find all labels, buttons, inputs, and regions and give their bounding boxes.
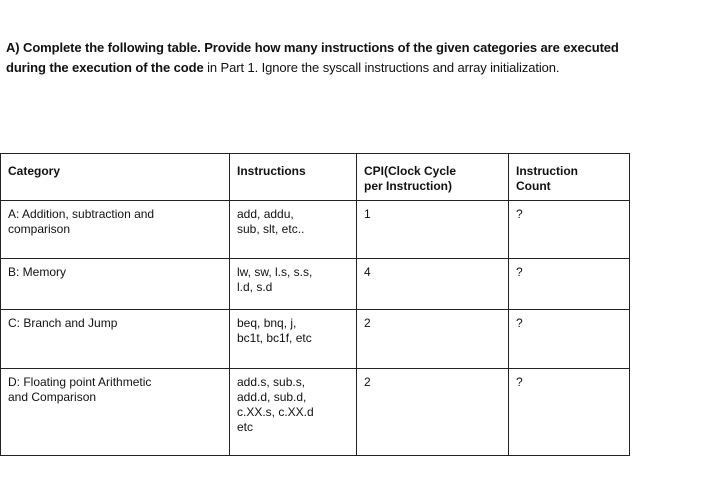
header-cpi-line-2: per Instruction) [364,179,453,193]
header-instructions: Instructions [230,154,357,201]
cpi-cell: 2 [357,369,509,456]
cpi-cell: 2 [357,310,509,369]
instructions-line-2-rest: in Part 1. Ignore the syscall instructions and array initialization. [203,60,560,75]
count-cell: ? [509,310,630,369]
table-row [1,259,630,310]
table-header-row [1,154,630,201]
table-row [1,201,630,259]
instruction-line: c.XX.s, c.XX.d [237,405,314,419]
header-category: Category [1,154,230,201]
instructions-cell [230,369,357,456]
header-cpi-line-1: CPI(Clock Cycle [364,164,457,178]
instruction-line: add.d, sub.d, [237,390,307,404]
category-line-1: A: Addition, subtraction and [8,207,155,221]
instruction-line: add.s, sub.s, [237,375,306,389]
header-cpi [357,154,509,201]
header-count-line-1: Instruction [516,164,578,178]
category-cell [1,310,230,369]
instructions-cell [230,310,357,369]
table-row [1,310,630,369]
instructions-line-1-text: A) Complete the following table. Provide how many instructions of the given categories are executed [6,40,619,55]
instruction-line: beq, bnq, j, [237,316,297,330]
cpi-table [0,153,630,456]
category-line-2: and Comparison [8,390,97,404]
cpi-cell: 4 [357,259,509,310]
count-cell: ? [509,369,630,456]
instructions-paragraph [6,38,718,78]
count-cell: ? [509,201,630,259]
instruction-line: etc [237,420,254,434]
category-line-1: C: Branch and Jump [8,316,118,330]
header-count [509,154,630,201]
instruction-line: bc1t, bc1f, etc [237,331,312,345]
instructions-cell [230,259,357,310]
cpi-cell: 1 [357,201,509,259]
instruction-line: lw, sw, l.s, s.s, [237,265,313,279]
instruction-line: add, addu, [237,207,294,221]
category-line-1: D: Floating point Arithmetic [8,375,152,389]
instructions-line-2 [6,58,718,78]
count-cell: ? [509,259,630,310]
instruction-line: sub, slt, etc.. [237,222,305,236]
instruction-line: l.d, s.d [237,280,273,294]
category-cell [1,259,230,310]
table-row [1,369,630,456]
instructions-line-1 [6,38,718,58]
header-count-line-2: Count [516,179,551,193]
category-line-1: B: Memory [8,265,67,279]
instructions-cell [230,201,357,259]
category-cell [1,369,230,456]
category-line-2: comparison [8,222,71,236]
category-cell [1,201,230,259]
instructions-line-2-bold: during the execution of the code [6,60,204,75]
